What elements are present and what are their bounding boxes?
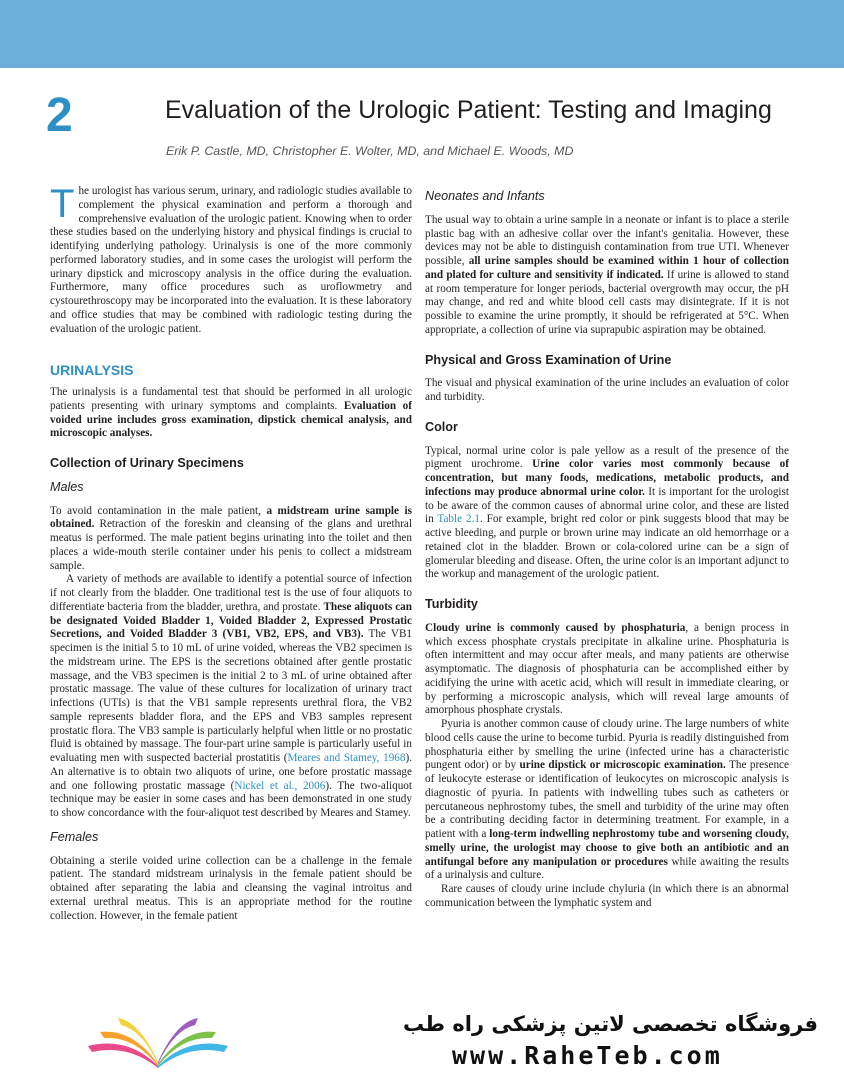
chapter-title: Evaluation of the Urologic Patient: Testing and Imaging xyxy=(165,96,772,124)
males-paragraph-2: A variety of methods are available to identify a potential source of infection if not clearly from the bladder. One traditional test is the use of four aliquots to differentiate bacteria from the bladder, urethra, and prostate. These aliquots can be designated Voided Bladder 1, Voided Bladder 2, Expressed Prostatic Secretions, and Voided Bladder 3 (VB1, VB2, EPS, and VB3). The VB1 specimen is the initial 5 to 10 mL of urine voided, whereas the VB2 specimen is the midstream urine. The EPS is the secretions obtained after gentle prostatic massage, and the VB3 specimen is the initial 2 to 3 mL of urine obtained after prostatic massage. The value of these cultures for localization of urinary tract infections (UTIs) is that the VB1 sample represents urethral flora, the VB2 sample represents bladder flora, and the EPS and VB3 samples represent prostatic flora. The VB3 sample is particularly helpful when little or no prostatic fluid is obtained by massage. The four-part urine sample is particularly useful in evaluating men with suspected bacterial prostatitis (Meares and Stamey, 1968). An alternative is to obtain two aliquots of urine, one before prostatic massage and one following prostatic massage (Nickel et al., 2006). The two-aliquot technique may be easier in some cases and has been demonstrated in one study to show concordance with the four-aliquot test described by Meares and Stamey. xyxy=(50,573,413,819)
drop-cap: T xyxy=(50,182,75,226)
reference-link-nickel[interactable]: Nickel et al., 2006 xyxy=(234,779,326,792)
left-column xyxy=(50,182,413,923)
header-bar xyxy=(0,0,844,68)
bottom-fade xyxy=(0,930,844,1000)
chapter-authors: Erik P. Castle, MD, Christopher E. Wolter, MD, and Michael E. Woods, MD xyxy=(166,144,574,158)
shop-name: فروشگاه تخصصی لاتین پزشکی راه طب xyxy=(403,1012,818,1036)
book-logo-icon xyxy=(78,1006,238,1076)
subheading-females: Females xyxy=(50,829,99,844)
intro-paragraph: The urologist has various serum, urinary, and radiologic studies available to complement the physical examination and perform a thorough and comprehensive evaluation of the urologic patient. Knowing when to order these studies based on the underlying history and physical findings is crucial to identifying underlying pathology. Urinalysis is one of the more commonly performed laboratory studies, and in some cases the urologist will perform the urinary dipstick and microscopy analysis in the office during the evaluation. Furthermore, many office procedures such as uroflowmetry and cystourethroscopy may be incorporated into the evaluation. It is these laboratory and office studies that may be combined with radiologic testing during the evaluation of the urologic patient. xyxy=(50,182,412,335)
subheading-neonates: Neonates and Infants xyxy=(425,189,545,203)
shop-url[interactable]: www.RaheTeb.com xyxy=(452,1041,723,1070)
subheading-turbidity: Turbidity xyxy=(425,597,478,611)
subheading-color: Color xyxy=(425,419,458,434)
neonates-paragraph: The usual way to obtain a urine sample in a neonate or infant is to place a sterile plastic bag with an adhesive collar over the infant's genitalia. However, these devices may not be able to distinguish contamination from true UTI. Whenever possible, all urine samples should be examined within 1 hour of collection and plated for culture and sensitivity if indicated. If urine is allowed to stand at room temperature for longer periods, bacterial overgrowth may occur, the pH may change, and red and white blood cell casts may disintegrate. If it is not possible to examine the urine promptly, it should be refrigerated at 5°C. When appropriate, a collection of urine via suprapubic aspiration may be obtained. xyxy=(425,213,789,336)
urinalysis-paragraph: The urinalysis is a fundamental test that should be performed in all urologic patients presenting with urinary symptoms and complaints. Evaluation of voided urine includes gross examination, dipstick chemical analysis, and microscopic analyses. xyxy=(50,386,413,440)
subheading-males: Males xyxy=(50,479,84,494)
subheading-physical-exam: Physical and Gross Examination of Urine xyxy=(425,352,672,367)
physical-paragraph: The visual and physical examination of the urine includes an evaluation of color and turbidity. xyxy=(425,377,789,403)
subheading-collection: Collection of Urinary Specimens xyxy=(50,456,244,470)
turbidity-paragraph-2: Pyuria is another common cause of cloudy urine. The large numbers of white blood cells cause the urine to become turbid. Pyuria is readily distinguished from phosphaturia either by smelling the urine (infected urine has a characteristic pungent odor) or by urine dipstick or microscopic examination. The presence of leukocyte esterase or identification of leukocytes on microscopic analysis is diagnostic of pyuria. In patients with indwelling tubes such as catheters or percutaneous nephrostomy tubes, the smell and turbidity of the urine may often be a contributing deciding factor in determining treatment. For example, in a patient with a long-term indwelling nephrostomy tube and worsening cloudy, smelly urine, the urologist may choose to give both an antibiotic and an antifungal before any manipulation or procedures while awaiting the results of a urinalysis and culture. xyxy=(425,718,789,882)
chapter-number: 2 xyxy=(46,89,73,142)
turbidity-paragraph-1: Cloudy urine is commonly caused by phosphaturia, a benign process in which excess phosphate crystals precipitate in alkaline urine. Phosphaturia is often intermittent and may occur after meals, and many patients are otherwise asymptomatic. The diagnosis of phosphaturia can be accomplished either by acidifying the urine with acetic acid, which will result in immediate clearing, or by performing a microscopic analysis, which will reveal large amounts of amorphous phosphate crystals. xyxy=(425,621,789,717)
right-column xyxy=(425,190,789,911)
turbidity-paragraph-3: Rare causes of cloudy urine include chyluria (in which there is an abnormal communication between the lymphatic system and xyxy=(425,883,789,909)
females-paragraph: Obtaining a sterile voided urine collection can be a challenge in the female patient. The standard midstream urinalysis in the female patient should be obtained after separating the labia and cleansing the vaginal introitus and external urethral meatus. This is an appropriate method for the routine collection. However, in the female patient xyxy=(50,854,412,922)
males-paragraph-1: To avoid contamination in the male patient, a midstream urine sample is obtained. Retraction of the foreskin and cleansing of the glans and urethral meatus is performed. The male patient begins urinating into the toilet and then places a wide-mouth sterile container under his penis to collect a midstream sample. xyxy=(50,504,412,572)
section-heading-urinalysis: URINALYSIS xyxy=(50,362,134,379)
reference-link-meares[interactable]: Meares and Stamey, 1968 xyxy=(287,752,406,764)
table-link[interactable]: Table 2.1 xyxy=(437,513,480,526)
color-paragraph: Typical, normal urine color is pale yellow as a result of the presence of the pigment urochrome. Urine color varies most commonly because of concentration, but many foods, medications, metabolic products, and infections may produce abnormal urine color. It is important for the urologist to be aware of the common causes of abnormal urine color, and these are listed in Table 2.1. For example, bright red color or pink suggests blood that may be active bleeding, and purple or brown urine may indicate an old hemorrhage or a retained clot in the bladder. Brown or cola-colored urine can be a sign of glomerular bleeding and disease. Often, the urine color is an important adjunct to the workup and management of the urologic patient. xyxy=(425,444,790,581)
